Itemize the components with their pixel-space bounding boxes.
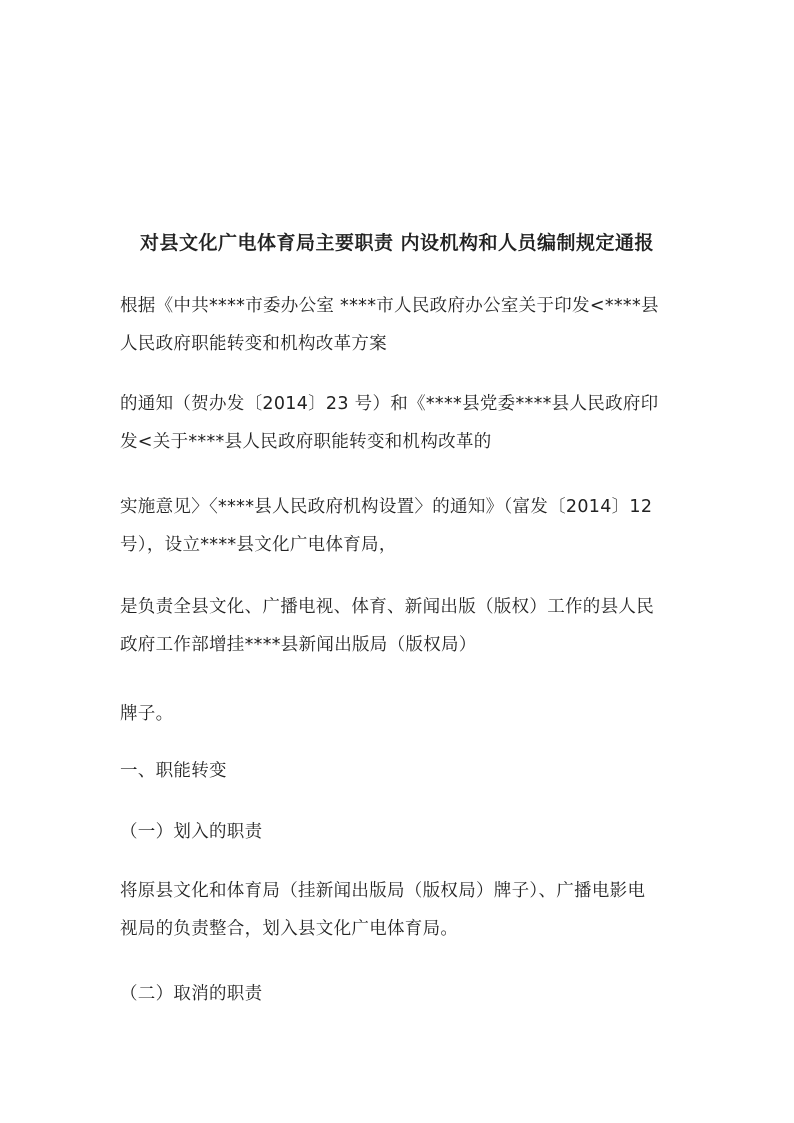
- paragraph-1: [120, 287, 686, 363]
- paragraph-line: 政府工作部增挂****县新闻出版局（版权局）: [120, 635, 477, 655]
- paragraph-line: 是负责全县文化、广播电视、体育、新闻出版（版权）工作的县人民: [120, 597, 654, 617]
- paragraph-line: 号），设立****县文化广电体育局，: [120, 535, 397, 555]
- paragraph-2: [120, 385, 686, 461]
- paragraph-line: 将原县文化和体育局（挂新闻出版局（版权局）牌子）、广播电影电: [120, 881, 646, 901]
- subsection-heading: [120, 975, 686, 1013]
- paragraph-line: 牌子。: [120, 704, 174, 724]
- paragraph-3: [120, 488, 686, 564]
- paragraph-line: 实施意见〉〈****县人民政府机构设置〉的通知》（富发〔2014〕12: [120, 497, 653, 517]
- section-heading: [120, 752, 686, 790]
- subsection-heading: [120, 813, 686, 851]
- document-title: 对县文化广电体育局主要职责 内设机构和人员编制规定通报: [139, 232, 655, 254]
- paragraph-line: 根据《中共****市委办公室 ****市人民政府办公室关于印发<****县: [120, 296, 659, 316]
- subsection-heading-text: （二）取消的职责: [120, 984, 263, 1004]
- paragraph-line: 发<关于****县人民政府职能转变和机构改革的: [120, 432, 492, 452]
- paragraph-5: [120, 695, 686, 733]
- paragraph-line: 人民政府职能转变和机构改革方案: [120, 334, 387, 354]
- section-heading-text: 一、职能转变: [120, 761, 227, 781]
- paragraph-line: 视局的负责整合，划入县文化广电体育局。: [120, 919, 459, 939]
- paragraph-6: [120, 872, 686, 948]
- subsection-heading-text: （一）划入的职责: [120, 822, 263, 842]
- paragraph-line: 的通知（贺办发〔2014〕23 号）和《****县党委****县人民政府印: [120, 394, 659, 414]
- paragraph-4: [120, 588, 686, 664]
